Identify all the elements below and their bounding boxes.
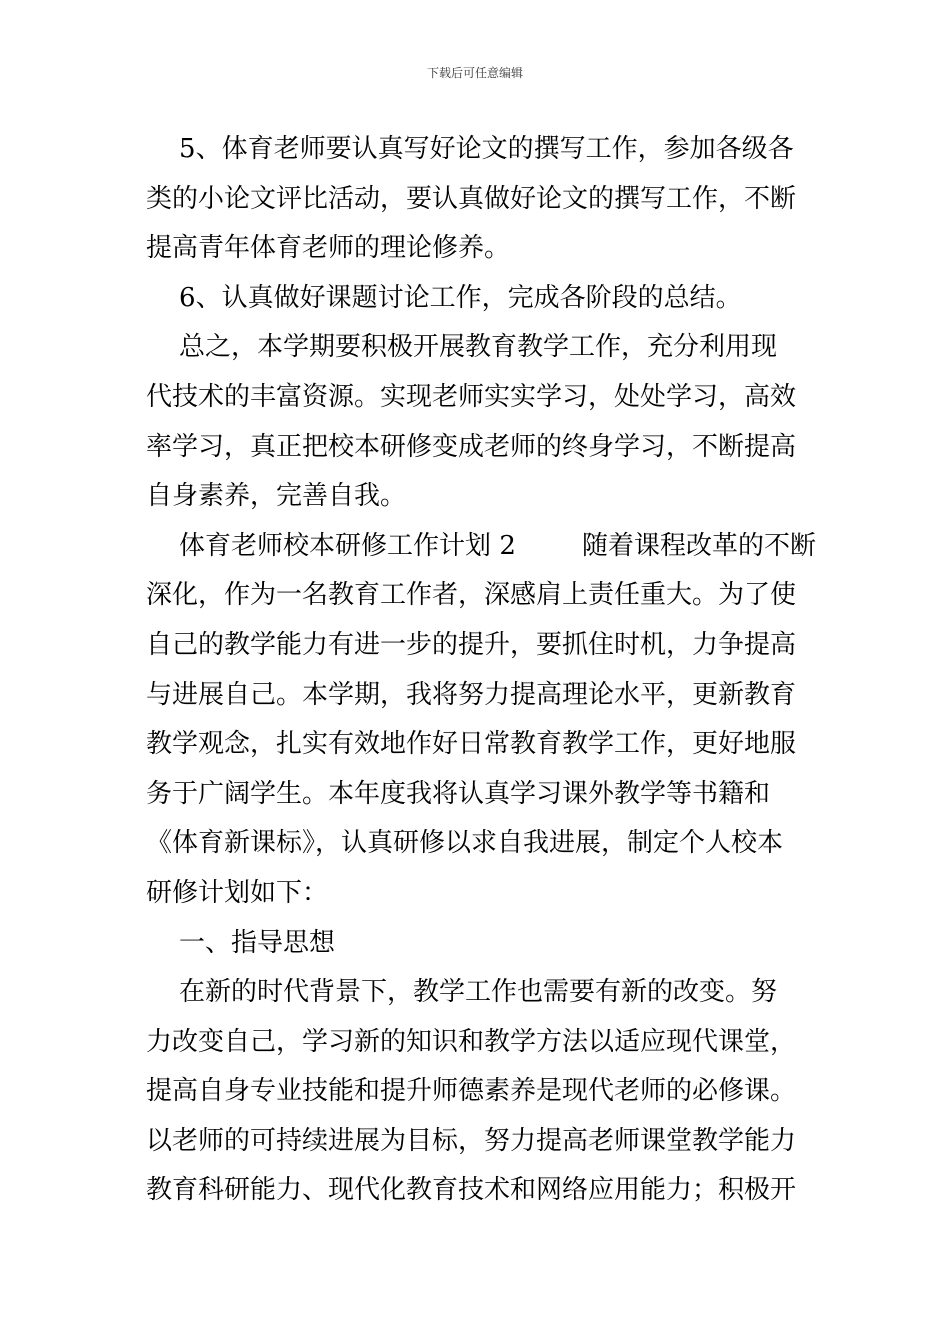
body-line: 《体育新课标》，认真研修以求自我进展，制定个人校本 — [146, 828, 784, 859]
body-line: 以老师的可持续进展为目标，努力提高老师课堂教学能力 — [146, 1125, 797, 1156]
body-line: 体育老师校本研修工作计划 2 随着课程改革的不断 — [146, 530, 816, 561]
body-line: 提高自身专业技能和提升师德素养是现代老师的必修课。 — [146, 1076, 797, 1107]
page-header-note: 下载后可任意编辑 — [426, 66, 523, 80]
body-line: 5、体育老师要认真写好论文的撰写工作，参加各级各 — [146, 134, 794, 164]
body-line: 深化，作为一名教育工作者，深感肩上责任重大。为了使 — [146, 580, 797, 611]
body-line: 务于广阔学生。本年度我将认真学习课外教学等书籍和 — [146, 778, 771, 809]
section-heading: 一、指导思想 — [146, 927, 336, 958]
body-line: 教学观念，扎实有效地作好日常教育教学工作，更好地服 — [146, 729, 797, 760]
body-line: 与进展自己。本学期，我将努力提高理论水平，更新教育 — [146, 679, 797, 710]
body-line: 自身素养，完善自我。 — [146, 481, 407, 512]
body-line: 6、认真做好课题讨论工作，完成各阶段的总结。 — [146, 282, 742, 313]
document-body — [146, 125, 816, 1216]
body-line: 总之，本学期要积极开展教育教学工作，充分利用现 — [146, 332, 778, 363]
body-line: 率学习，真正把校本研修变成老师的终身学习，不断提高 — [146, 431, 797, 462]
body-line: 自己的教学能力有进一步的提升，要抓住时机，力争提高 — [146, 629, 797, 660]
body-line: 提高青年体育老师的理论修养。 — [146, 233, 511, 264]
body-line: 教育科研能力、现代化教育技术和网络应用能力；积极开 — [146, 1175, 797, 1206]
body-line: 类的小论文评比活动，要认真做好论文的撰写工作，不断 — [146, 183, 797, 214]
body-line: 代技术的丰富资源。实现老师实实学习，处处学习，高效 — [146, 381, 797, 412]
body-line: 研修计划如下： — [146, 877, 329, 908]
body-line: 力改变自己，学习新的知识和教学方法以适应现代课堂， — [146, 1026, 797, 1057]
body-line: 在新的时代背景下，教学工作也需要有新的改变。努 — [146, 977, 778, 1008]
